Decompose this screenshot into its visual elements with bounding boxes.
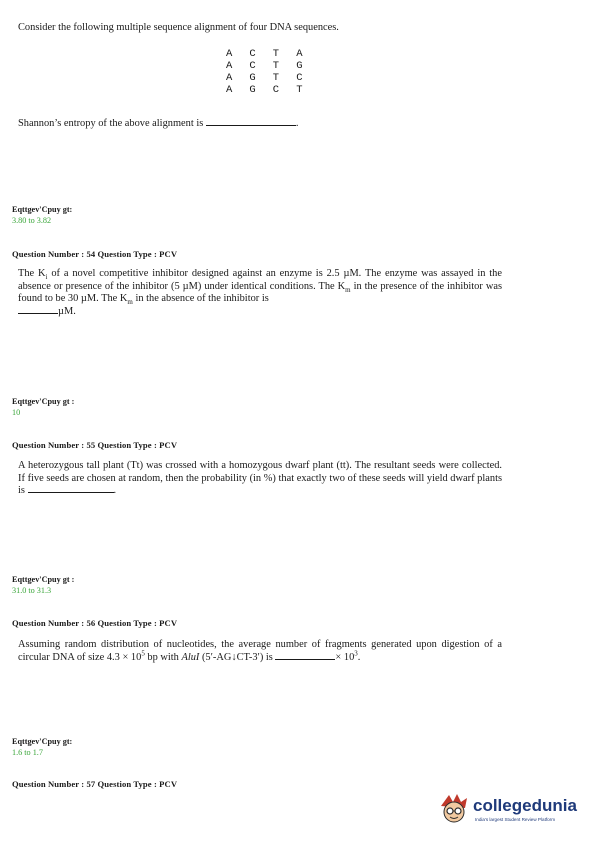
question-header: Question Number : 57 Question Type : PCV [12,779,178,789]
q56-text-part: . [357,651,361,663]
answer-blank [28,492,114,493]
answer-label: Eqttgev'Cpuy gt: [12,205,73,214]
alignment-row: A C T A [226,48,308,60]
logo-wordmark: collegedunia [473,796,577,815]
answer-value: 1.6 to 1.7 [12,748,43,757]
superscript: 5 [141,649,145,658]
answer-label: Eqttgev'Cpuy gt: [12,737,73,746]
answer-blank [275,659,335,660]
mascot-icon [437,792,471,826]
alignment-row: A C T G [226,60,308,72]
q53-question-text: Shannon’s entropy of the above alignment is [18,118,204,129]
q53-intro: Consider the following multiple sequence alignment of four DNA sequences. [18,22,339,33]
q56-text-part: bp with [144,651,182,663]
q54-text-part: in the presence of the inhibitor was found to be 30 µM. The K [18,280,502,305]
q53-question [18,118,298,131]
collegedunia-logo [437,788,587,830]
alignment-row: A G T C [226,72,308,84]
q56-text-part: (5′-AG↓CT-3′) is [199,651,273,663]
alignment-row: A G C T [226,84,308,96]
superscript: 3 [354,649,358,658]
subscript: i [45,273,48,282]
q55-text-body: A heterozygous tall plant (Tt) was crossed with a homozygous dwarf plant (tt). The resultant seeds were collected. If five seeds are chosen at random, then the probability (in %) that exactly two of these seeds will yield dwarf plants is [18,460,502,497]
q54-unit: µM. [58,305,76,317]
q56-text-part: × 10 [335,651,355,663]
q53-suffix: . [295,118,299,129]
subscript: m [127,298,133,307]
answer-label: Eqttgev'Cpuy gt : [12,397,75,406]
answer-value: 3.80 to 3.82 [12,216,52,225]
q54-text-part: of a novel competitive inhibitor designed against an enzyme is 2.5 µM. The enzyme was assayed in the absence or presence of the inhibitor (5 µM) under identical conditions. The K [18,268,502,292]
logo-tagline: India's largest Student Review Platform [475,817,556,822]
question-header: Question Number : 55 Question Type : PCV [12,440,178,450]
answer-blank [18,313,58,314]
q56-text-part: Assuming random distribution of nucleotides, the average number of fragments generated upon digestion of a circular DNA of size 4.3 × 10 [18,639,502,663]
q54-text-part: in the absence of the inhibitor is [132,293,269,305]
question-header: Question Number : 54 Question Type : PCV [12,249,178,259]
subscript: m [345,285,351,294]
answer-label: Eqttgev'Cpuy gt : [12,575,75,584]
q54-text-part: The K [18,268,46,279]
enzyme-name: AluI [181,651,200,663]
answer-blank [206,125,296,126]
answer-value: 10 [12,408,21,417]
q56-text [18,639,502,664]
q55-text [18,460,502,498]
q54-text [18,268,502,318]
answer-value: 31.0 to 31.3 [12,586,52,595]
q55-suffix: . [113,485,117,497]
question-header: Question Number : 56 Question Type : PCV [12,618,178,628]
sequence-alignment [226,48,308,96]
